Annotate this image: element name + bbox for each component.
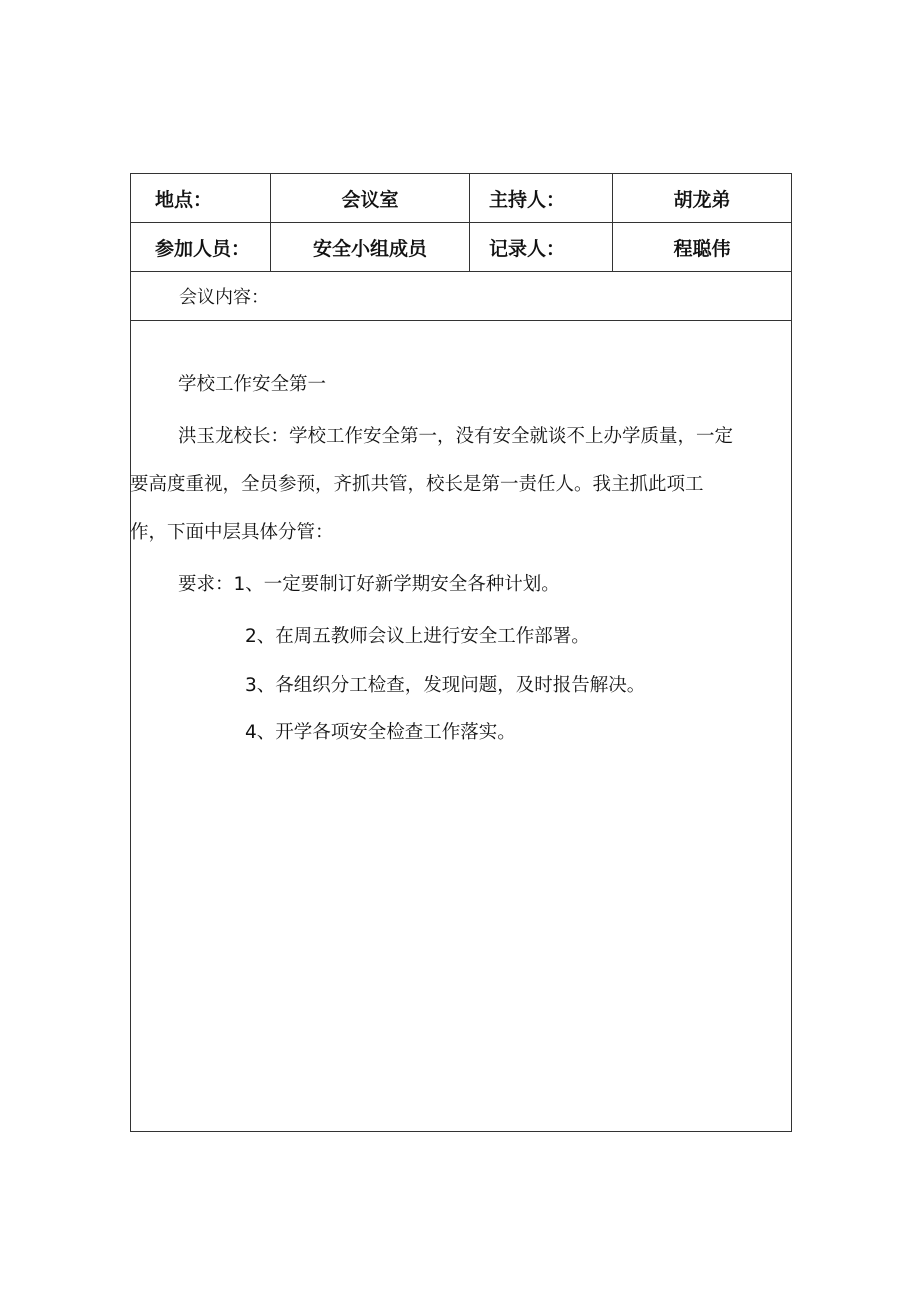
requirement-4: 4、开学各项安全检查工作落实。 (245, 722, 516, 743)
attendees-value: 安全小组成员 (271, 223, 470, 271)
requirement-1: 要求：1、一定要制订好新学期安全各种计划。 (178, 574, 560, 595)
info-row-attendees (131, 223, 791, 272)
location-value: 会议室 (271, 174, 470, 222)
host-label: 主持人： (470, 174, 613, 222)
recorder-label: 记录人： (470, 223, 613, 271)
requirement-2: 2、在周五教师会议上进行安全工作部署。 (245, 626, 590, 647)
topic-heading: 学校工作安全第一 (178, 374, 327, 395)
requirement-3: 3、各组织分工检查，发现问题，及时报告解决。 (245, 675, 646, 696)
content-label-row (131, 272, 791, 321)
meeting-record-form (130, 173, 792, 1132)
paragraph-line-2: 要高度重视，全员参预，齐抓共管，校长是第一责任人。我主抓此项工 (130, 474, 704, 495)
location-label: 地点： (131, 174, 271, 222)
recorder-value: 程聪伟 (673, 237, 731, 260)
content-label: 会议内容： (179, 287, 269, 308)
paragraph-line-1: 洪玉龙校长：学校工作安全第一，没有安全就谈不上办学质量，一定 (178, 426, 734, 447)
attendees-label: 参加人员： (131, 223, 271, 271)
info-row-location (131, 174, 791, 223)
host-value: 胡龙弟 (673, 188, 731, 211)
paragraph-line-3: 作，下面中层具体分管： (130, 522, 334, 543)
